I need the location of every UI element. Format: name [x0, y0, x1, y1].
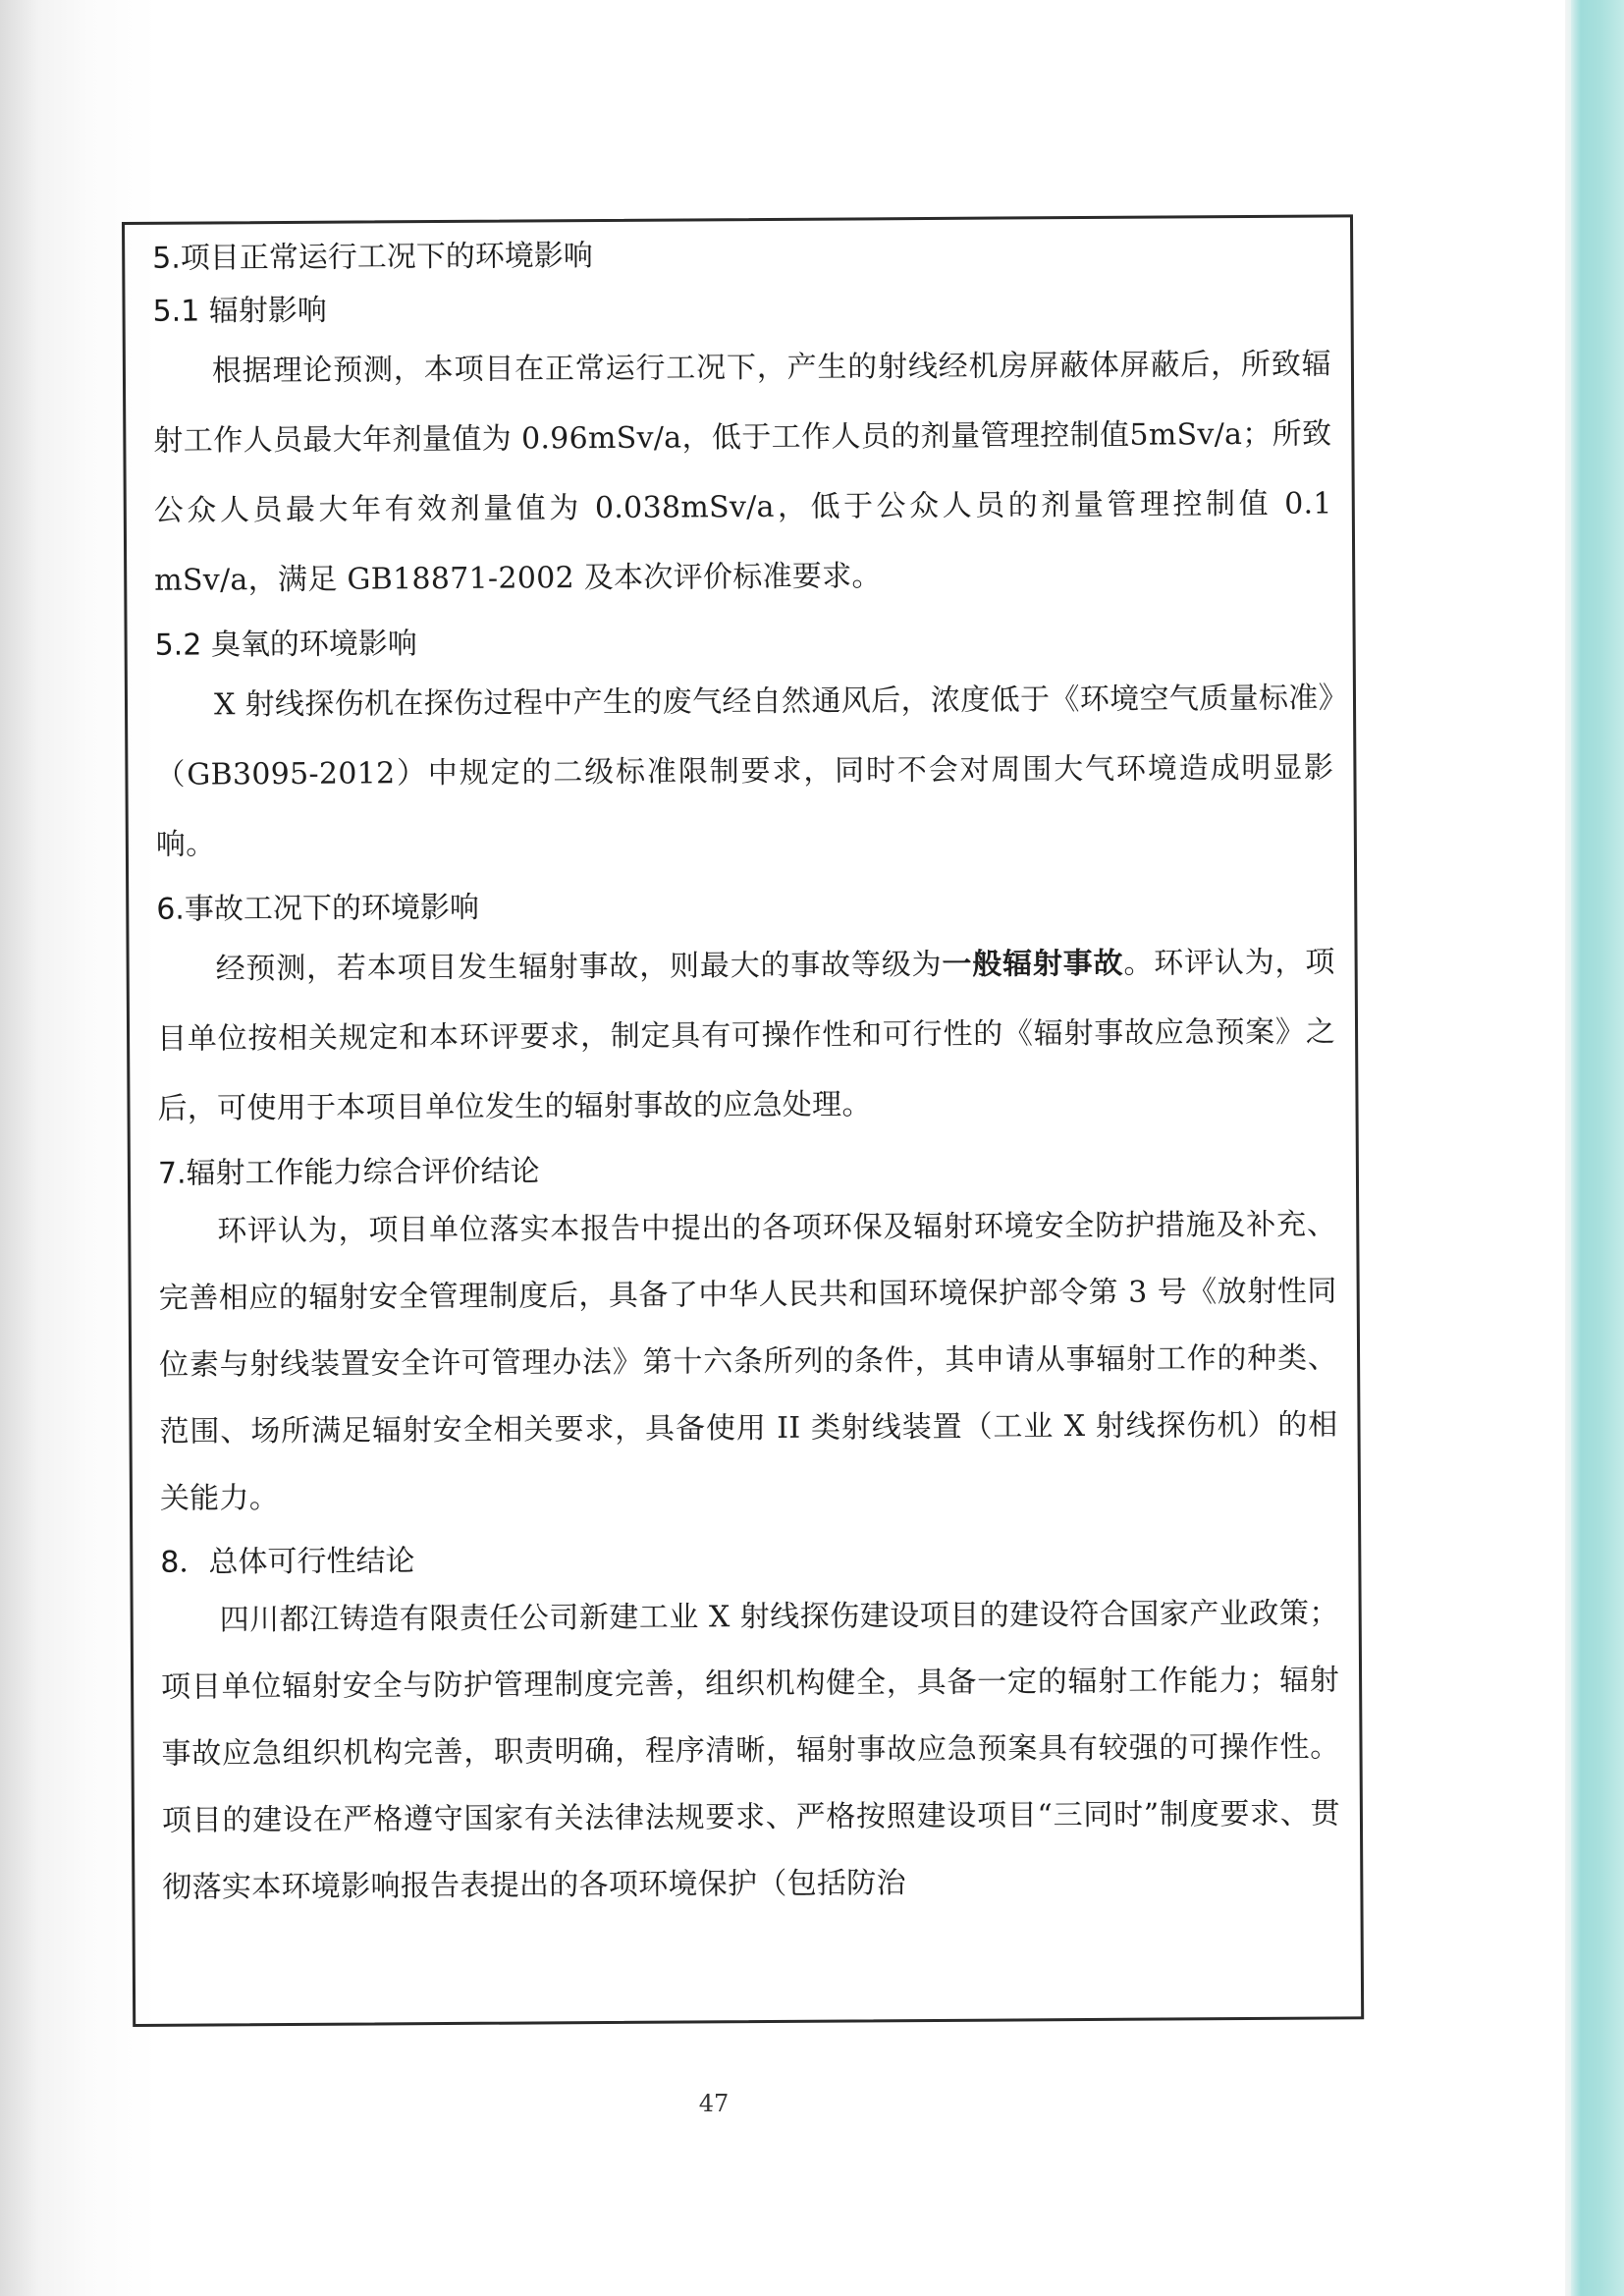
section-6-heading: 6.事故工况下的环境影响 [156, 890, 480, 927]
section-8-heading: 8．总体可行性结论 [160, 1544, 415, 1580]
section-5-1-paragraph: 根据理论预测，本项目在正常运行工况下，产生的射线经机房屏蔽体屏蔽后，所致辐射工作人员最大年剂量值为 0.96mSv/a，低于工作人员的剂量管理控制值5mSv/a；所致公众人员最大年有效剂量值为 0.038mSv/a，低于公众人员的剂量管理控制值 0.1 mSv/a，满足 GB18871-2002 及本次评价标准要求。 [153, 347, 1332, 598]
content-frame [122, 214, 1364, 2027]
section-5-2-paragraph: X 射线探伤机在探伤过程中产生的废气经自然通风后，浓度低于《环境空气质量标准》（GB3095-2012）中规定的二级标准限制要求，同时不会对周围大气环境造成明显影响。 [155, 681, 1334, 862]
section-6-text-after: 。环评认为，项目单位按相关规定和本环评要求，制定具有可操作性和可行性的《辐射事故应急预案》之后，可使用于本项目单位发生的辐射事故的应急处理。 [156, 945, 1336, 1126]
section-6-accident-level: 一般辐射事故 [942, 946, 1124, 982]
binder-strip [1571, 0, 1624, 2296]
section-7-paragraph: 环评认为，项目单位落实本报告中提出的各项环保及辐射环境安全防护措施及补充、完善相应的辐射安全管理制度后，具备了中华人民共和国环境保护部令第 3 号《放射性同位素与射线装置安全许可管理办法》第十六条所列的条件，其申请从事辐射工作的种类、范围、场所满足辐射安全相关要求，具备使用 II 类射线装置（工业 X 射线探伤机）的相关能力。 [158, 1207, 1338, 1516]
section-5-2-heading: 5.2 臭氧的环境影响 [154, 627, 417, 663]
section-7-heading: 7.辐射工作能力综合评价结论 [157, 1154, 540, 1191]
section-6-paragraph [156, 927, 1335, 1143]
section-6-text-before: 经预测，若本项目发生辐射事故，则最大的事故等级为 [215, 947, 943, 987]
page-number: 47 [698, 2090, 730, 2117]
section-5-heading: 5.项目正常运行工况下的环境影响 [152, 239, 593, 276]
section-8-paragraph: 四川都江铸造有限责任公司新建工业 X 射线探伤建设项目的建设符合国家产业政策；项目单位辐射安全与防护管理制度完善，组织机构健全，具备一定的辐射工作能力；辐射事故应急组织机构完善，职责明确，程序清晰，辐射事故应急预案具有较强的可操作性。项目的建设在严格遵守国家有关法律法规要求、严格按照建设项目“三同时”制度要求、贯彻落实本环境影响报告表提出的各项环境保护（包括防治 [161, 1596, 1341, 1905]
section-5-1-heading: 5.1 辐射影响 [152, 293, 327, 329]
